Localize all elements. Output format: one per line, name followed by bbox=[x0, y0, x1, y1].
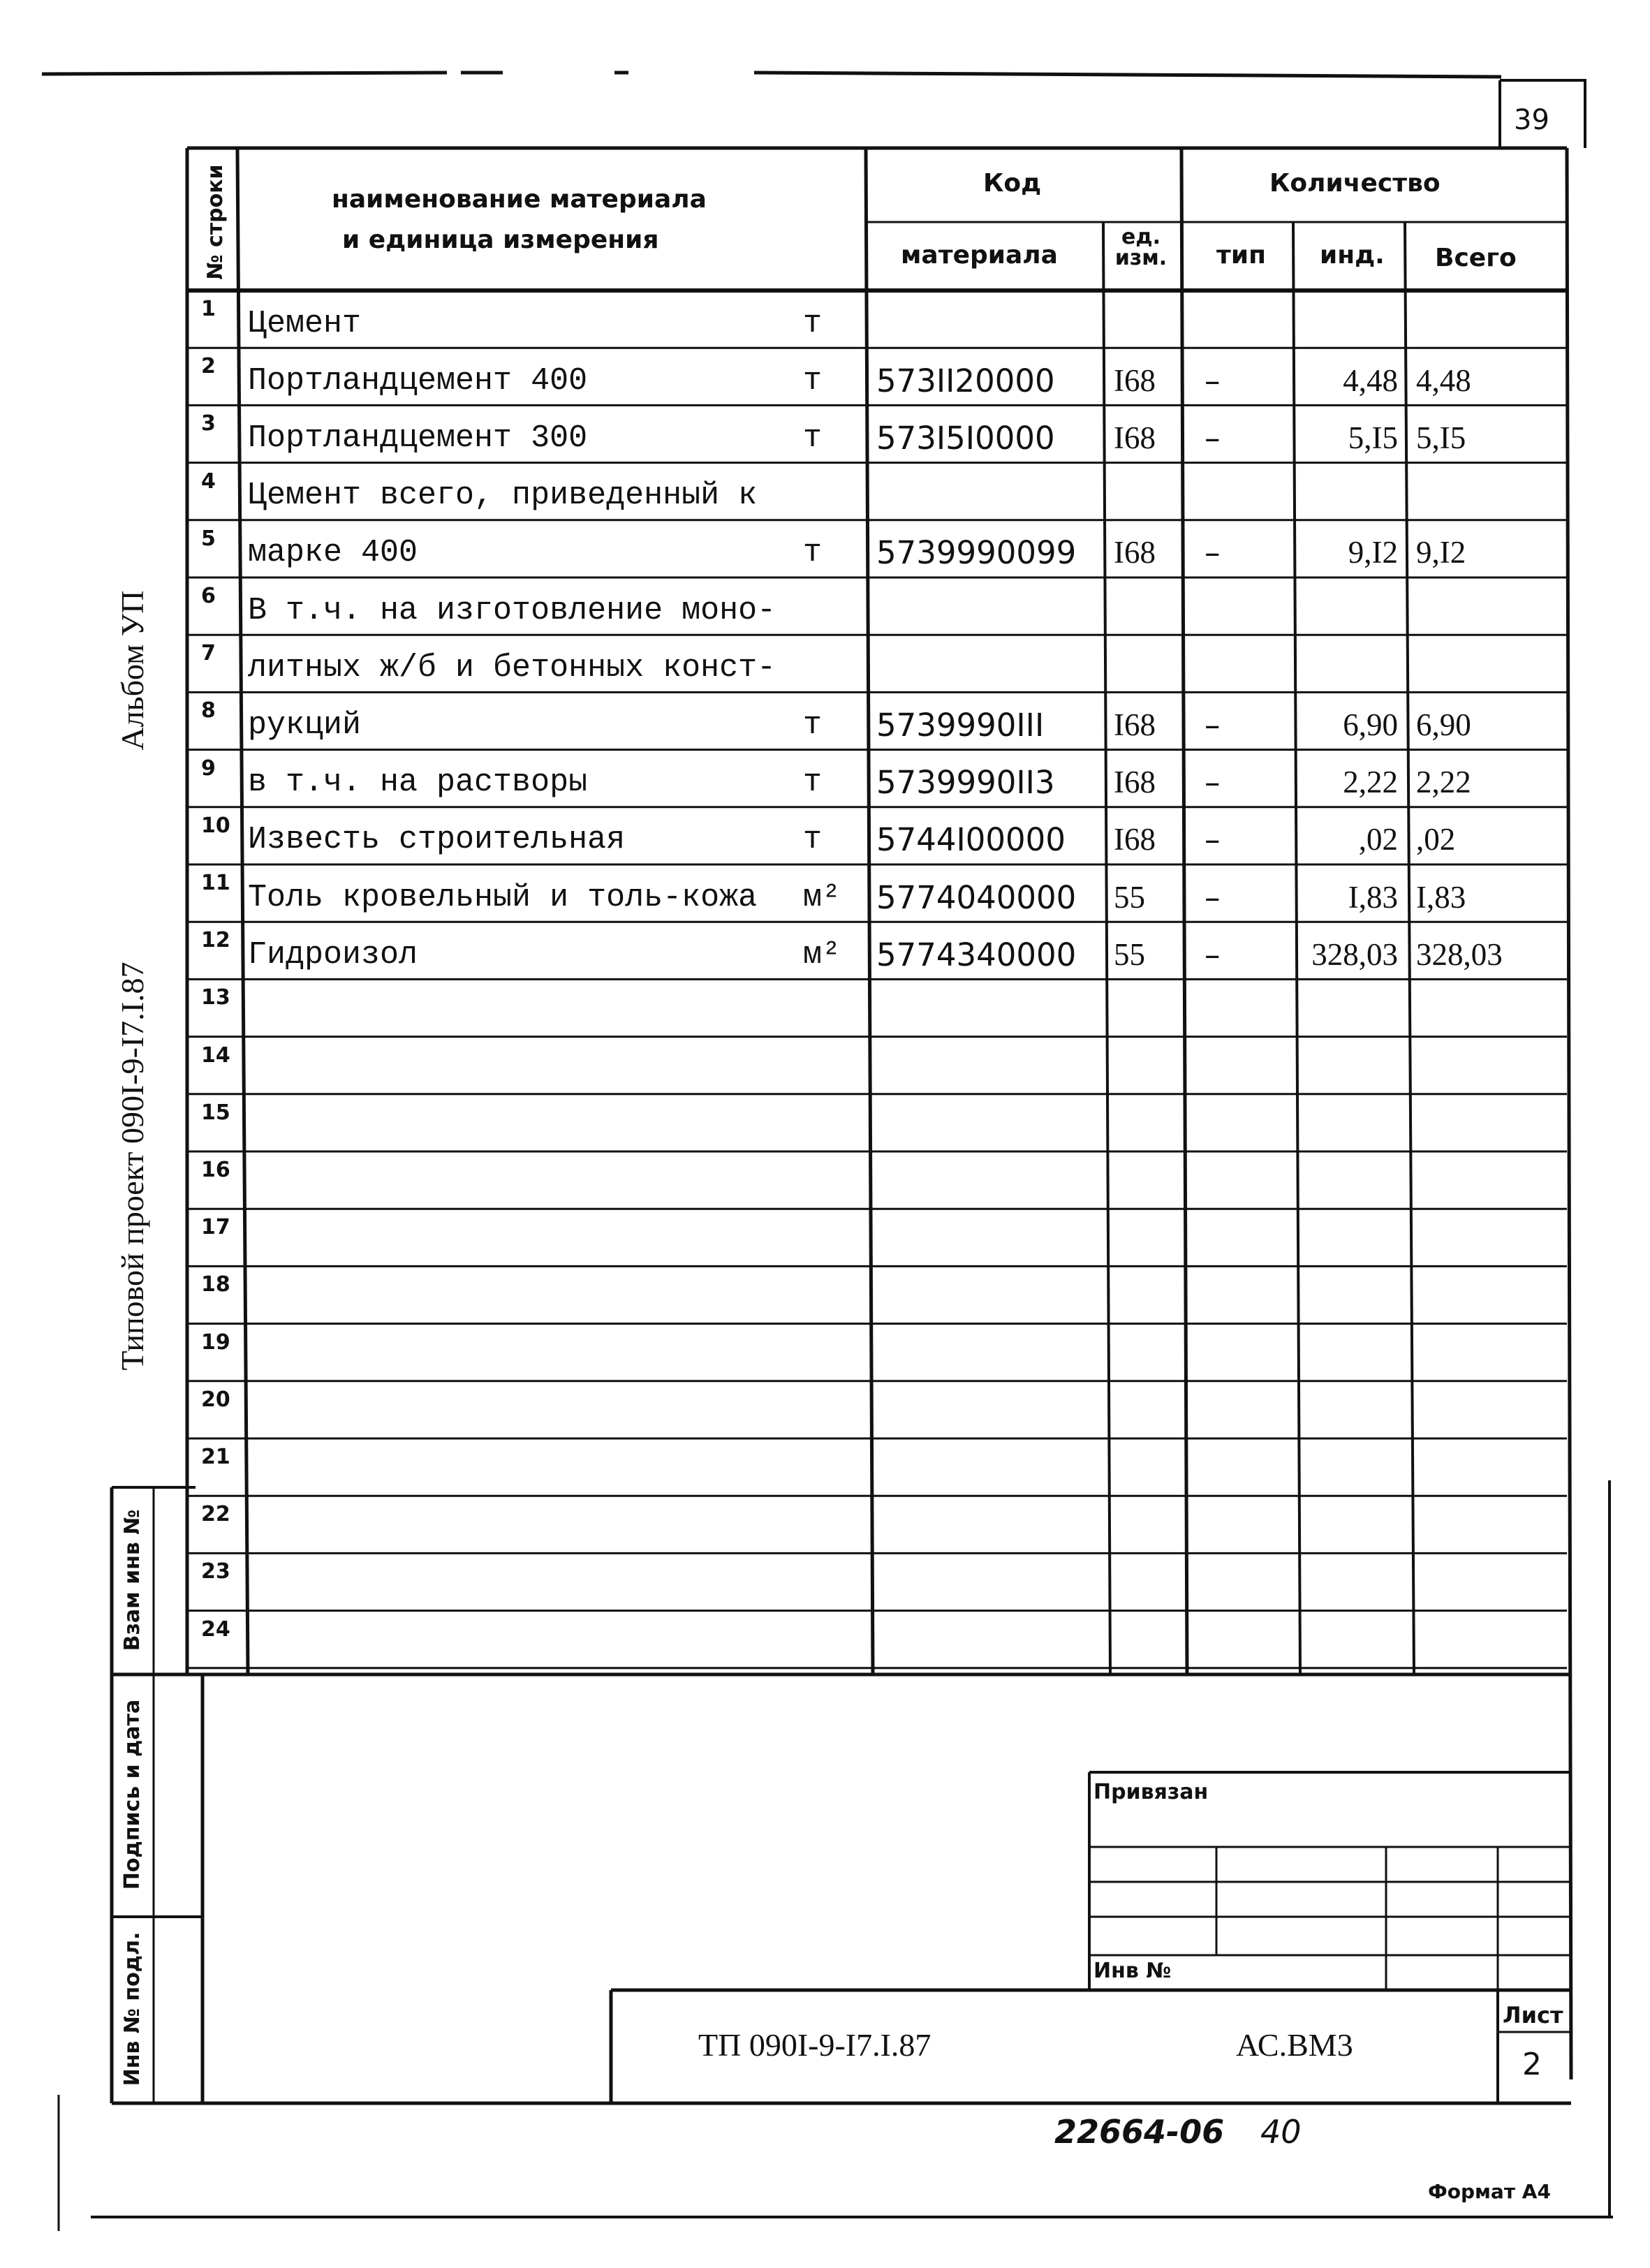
cell-n: 21 bbox=[201, 1445, 230, 1469]
cell-unit-name: т bbox=[803, 535, 823, 571]
cell-tip: – bbox=[1205, 936, 1221, 973]
cell-ind: I,83 bbox=[1348, 879, 1398, 915]
cell-n: 5 bbox=[201, 526, 216, 551]
sheet-label: Лист bbox=[1503, 2002, 1563, 2028]
cell-name: В т.ч. на изготовление моно- bbox=[248, 592, 776, 628]
header-tip: тип bbox=[1216, 241, 1266, 270]
header-name-line1: наименование материала bbox=[332, 185, 707, 214]
cell-total: 2,22 bbox=[1416, 765, 1471, 800]
podpis-data-label: Подпись и дата bbox=[120, 1699, 145, 1890]
album-label: Альбом УП bbox=[115, 590, 150, 751]
cell-tip: – bbox=[1205, 707, 1221, 744]
cell-code: 5774340000 bbox=[876, 936, 1077, 973]
cell-n: 2 bbox=[201, 354, 216, 379]
cell-n: 15 bbox=[201, 1100, 230, 1125]
header-material: материала bbox=[901, 241, 1058, 270]
header-total: Всего bbox=[1435, 244, 1517, 272]
cell-tip: – bbox=[1205, 878, 1221, 916]
cell-n: 10 bbox=[201, 813, 230, 838]
cell-n: 24 bbox=[201, 1617, 230, 1642]
cell-unit-code: I68 bbox=[1114, 362, 1156, 398]
cell-n: 19 bbox=[201, 1330, 230, 1355]
header-unit: ед. изм. bbox=[1114, 225, 1167, 270]
cell-unit-name: т bbox=[803, 420, 823, 456]
cell-code: 5744I00000 bbox=[876, 821, 1066, 859]
cell-unit-name: т bbox=[803, 707, 823, 743]
cell-total: 5,I5 bbox=[1416, 420, 1466, 455]
cell-code: 5739990II3 bbox=[876, 764, 1055, 802]
cell-tip: – bbox=[1205, 362, 1221, 399]
cell-code: 5739990099 bbox=[876, 534, 1077, 572]
cell-ind: 9,I2 bbox=[1348, 535, 1398, 570]
cell-unit-name: т bbox=[803, 362, 823, 399]
cell-unit-name: м² bbox=[803, 936, 841, 973]
cell-name: Цемент всего, приведенный к bbox=[248, 478, 758, 514]
cell-total: I,83 bbox=[1416, 879, 1466, 915]
cell-n: 17 bbox=[201, 1215, 230, 1240]
cell-n: 20 bbox=[201, 1387, 230, 1412]
cell-total: 6,90 bbox=[1416, 707, 1471, 742]
cell-name: Цемент bbox=[248, 305, 362, 341]
cell-name: Гидроизол bbox=[248, 936, 418, 973]
project-label: Типовой проект 090I-9-I7.I.87 bbox=[115, 962, 150, 1371]
cell-total: ,02 bbox=[1416, 822, 1456, 857]
cell-ind: 6,90 bbox=[1343, 707, 1398, 742]
cell-ind: 5,I5 bbox=[1348, 420, 1398, 455]
cell-n: 22 bbox=[201, 1502, 230, 1527]
cell-n: 14 bbox=[201, 1043, 230, 1068]
footer-page: 40 bbox=[1260, 2113, 1302, 2151]
cell-unit-name: т bbox=[803, 822, 823, 858]
cell-tip: – bbox=[1205, 534, 1221, 572]
cell-n: 7 bbox=[201, 641, 216, 666]
cell-total: 328,03 bbox=[1416, 936, 1503, 972]
format-label: Формат А4 bbox=[1428, 2180, 1551, 2203]
cell-code: 5739990III bbox=[876, 707, 1045, 744]
doc-code: ТП 090I-9-I7.I.87 bbox=[698, 2027, 931, 2063]
cell-ind: ,02 bbox=[1358, 822, 1398, 857]
cell-code: 5774040000 bbox=[876, 878, 1077, 916]
cell-n: 6 bbox=[201, 584, 216, 608]
header-row-no: № строки bbox=[203, 164, 228, 280]
page-number: 39 bbox=[1514, 104, 1549, 136]
cell-ind: 328,03 bbox=[1311, 936, 1398, 972]
cell-unit-name: м² bbox=[803, 879, 841, 915]
header-code: Код bbox=[983, 169, 1042, 198]
cell-name: Толь кровельный и толь-кожа bbox=[248, 879, 758, 915]
cell-total: 4,48 bbox=[1416, 362, 1471, 398]
cell-unit-code: 55 bbox=[1114, 936, 1145, 972]
cell-unit-name: т bbox=[803, 765, 823, 801]
cell-name: Портландцемент 300 bbox=[248, 420, 588, 456]
cell-unit-code: I68 bbox=[1114, 535, 1156, 570]
cell-name: литных ж/б и бетонных конст- bbox=[248, 649, 776, 686]
order-number: 22664-06 bbox=[1054, 2113, 1225, 2151]
cell-n: 13 bbox=[201, 985, 230, 1010]
cell-n: 9 bbox=[201, 756, 216, 781]
cell-unit-name: т bbox=[803, 305, 823, 341]
header-quantity: Количество bbox=[1269, 169, 1441, 198]
cell-n: 16 bbox=[201, 1158, 230, 1182]
cell-n: 8 bbox=[201, 698, 216, 723]
cell-n: 23 bbox=[201, 1559, 230, 1584]
cell-n: 11 bbox=[201, 871, 230, 895]
cell-name: Известь строительная bbox=[248, 822, 626, 858]
cell-tip: – bbox=[1205, 420, 1221, 457]
inv-no-label: Инв № bbox=[1093, 1959, 1172, 1983]
inv-podl-label: Инв № подл. bbox=[120, 1931, 145, 2086]
cell-unit-code: 55 bbox=[1114, 879, 1145, 915]
cell-n: 18 bbox=[201, 1272, 230, 1297]
cell-n: 1 bbox=[201, 297, 216, 321]
cell-n: 3 bbox=[201, 411, 216, 436]
cell-unit-code: I68 bbox=[1114, 707, 1156, 742]
cell-n: 4 bbox=[201, 469, 216, 494]
doc-mark: АС.ВМ3 bbox=[1236, 2027, 1353, 2063]
cell-n: 12 bbox=[201, 928, 230, 953]
cell-name: Портландцемент 400 bbox=[248, 362, 588, 399]
cell-code: 573II20000 bbox=[876, 362, 1055, 399]
header-ind: инд. bbox=[1320, 241, 1385, 270]
cell-name: рукций bbox=[248, 707, 362, 743]
vzam-inv-label: Взам инв № bbox=[120, 1509, 145, 1651]
cell-ind: 4,48 bbox=[1343, 362, 1398, 398]
cell-tip: – bbox=[1205, 821, 1221, 859]
cell-tip: – bbox=[1205, 764, 1221, 802]
sheet-number: 2 bbox=[1522, 2047, 1542, 2082]
cell-code: 573I5I0000 bbox=[876, 420, 1055, 457]
cell-ind: 2,22 bbox=[1343, 765, 1398, 800]
header-name-line2: и единица измерения bbox=[342, 226, 659, 254]
cell-name: марке 400 bbox=[248, 535, 418, 571]
privyazan-label: Привязан bbox=[1093, 1780, 1209, 1804]
cell-name: в т.ч. на растворы bbox=[248, 765, 588, 801]
cell-unit-code: I68 bbox=[1114, 765, 1156, 800]
cell-unit-code: I68 bbox=[1114, 822, 1156, 857]
cell-unit-code: I68 bbox=[1114, 420, 1156, 455]
cell-total: 9,I2 bbox=[1416, 535, 1466, 570]
